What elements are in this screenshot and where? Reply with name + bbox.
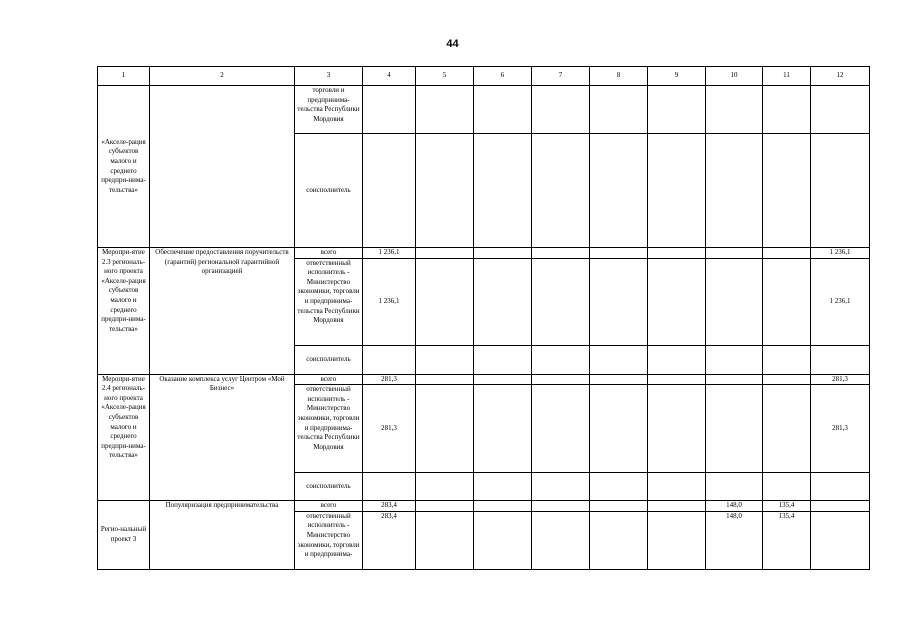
header-cell: 11 <box>763 67 811 86</box>
cell-executor: всего <box>295 374 363 385</box>
cell-description <box>150 86 295 248</box>
cell-description: Оказание комплекса услуг Центром «Мой Бизнес» <box>150 374 295 501</box>
cell-executor: соисполнитель <box>295 473 363 501</box>
header-cell: 9 <box>648 67 706 86</box>
cell-value: 1 236,1 <box>363 258 416 345</box>
table-row <box>98 374 870 385</box>
cell-executor: соисполнитель <box>295 134 363 248</box>
header-cell: 12 <box>811 67 870 86</box>
table-row <box>98 86 870 134</box>
cell-value: 1 236,1 <box>811 248 870 259</box>
cell-value: 281,3 <box>363 385 416 473</box>
table-header-row <box>98 67 870 86</box>
header-cell: 6 <box>474 67 532 86</box>
cell-value: 281,3 <box>811 374 870 385</box>
cell-project-name: Регио-нальный проект 3 <box>98 501 150 570</box>
cell-executor: ответственный исполнитель - Министерство экономики, торговли и предпринима-тельства Республики Мордовия <box>295 385 363 473</box>
header-cell: 10 <box>706 67 763 86</box>
cell-value: 281,3 <box>363 374 416 385</box>
cell-value: 148,0 <box>706 501 763 512</box>
cell-value: 283,4 <box>363 501 416 512</box>
cell-executor: ответственный исполнитель - Министерство экономики, торговли и предпринима-тельства Республики Мордовия <box>295 258 363 345</box>
cell-description: Популяризация предпринимательства <box>150 501 295 570</box>
cell-executor: всего <box>295 248 363 259</box>
cell-executor: всего <box>295 501 363 512</box>
cell-project-name: Меропри-ятие 2.4 региональ-ного проекта «Акселе-рация субъектов малого и среднего предпри-нима-тельства» <box>98 374 150 501</box>
header-cell: 3 <box>295 67 363 86</box>
cell-description: Обеспечение предоставления поручительств (гарантий) региональной гарантийной организацией <box>150 248 295 375</box>
page-number: 44 <box>446 38 459 50</box>
header-cell: 1 <box>98 67 150 86</box>
cell-value: 281,3 <box>811 385 870 473</box>
cell-project-name: Меропри-ятие 2.3 региональ-ного проекта «Акселе-рация субъектов малого и среднего предпри-нима-тельства» <box>98 248 150 375</box>
cell-value: 283,4 <box>363 511 416 569</box>
header-cell: 5 <box>416 67 474 86</box>
cell-executor: торговли и предпринима-тельства Республики Мордовия <box>295 86 363 134</box>
cell-executor: соисполнитель <box>295 345 363 374</box>
cell-value: 148,0 <box>706 511 763 569</box>
header-cell: 2 <box>150 67 295 86</box>
cell-executor: ответственный исполнитель - Министерство экономики, торговли и предпринима- <box>295 511 363 569</box>
cell-value: 1 236,1 <box>363 248 416 259</box>
budget-table <box>97 66 870 570</box>
header-cell: 7 <box>532 67 590 86</box>
table-row <box>98 501 870 512</box>
cell-value: 1 236,1 <box>811 258 870 345</box>
cell-project-name: «Акселе-рация субъектов малого и среднего предпри-нима-тельства» <box>98 86 150 248</box>
header-cell: 8 <box>590 67 648 86</box>
table-row <box>98 248 870 259</box>
cell-value: 135,4 <box>763 501 811 512</box>
cell-value: 135,4 <box>763 511 811 569</box>
header-cell: 4 <box>363 67 416 86</box>
